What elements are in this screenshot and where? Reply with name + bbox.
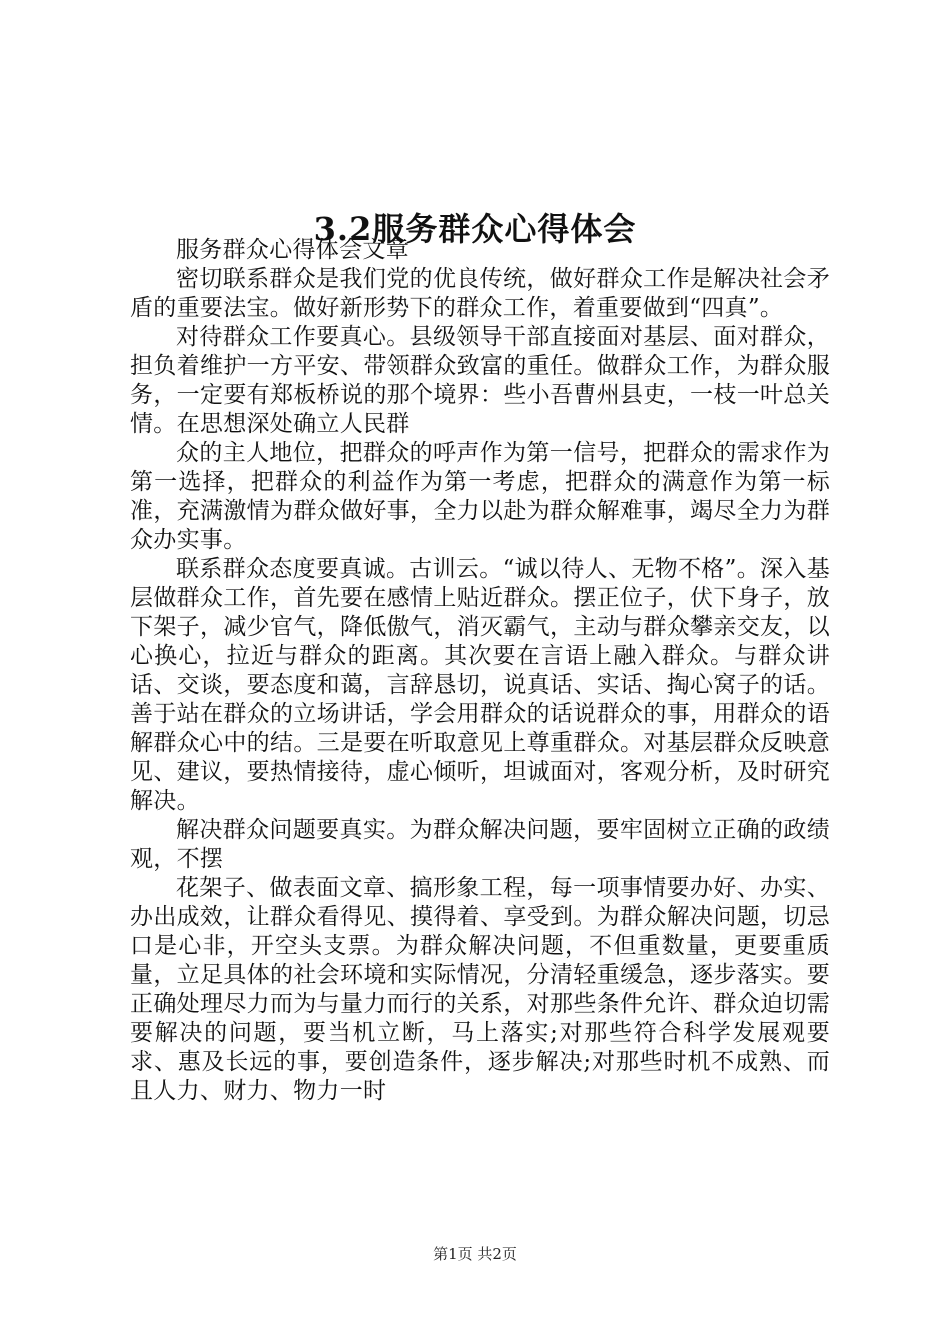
paragraph: 对待群众工作要真心。县级领导干部直接面对基层、面对群众，担负着维护一方平安、带领群众致富的重任。做群众工作，为群众服务，一定要有郑板桥说的那个境界：些小吾曹州县吏，一枝一叶总关情。在思想深处确立人民群 [130, 324, 830, 437]
page-footer: 第1页 共2页 [433, 1245, 517, 1263]
paragraph: 解决群众问题要真实。为群众解决问题，要牢固树立正确的政绩观，不摆 [130, 817, 830, 872]
document-body [130, 236, 830, 1106]
paragraph: 服务群众心得体会文章 [176, 237, 409, 263]
paragraph: 密切联系群众是我们党的优良传统，做好群众工作是解决社会矛盾的重要法宝。做好新形势下的群众工作，着重要做到“四真”。 [130, 266, 830, 321]
paragraph: 花架子、做表面文章、搞形象工程，每一项事情要办好、办实、办出成效，让群众看得见、摸得着、享受到。为群众解决问题，切忌口是心非，开空头支票。为群众解决问题，不但重数量，更要重质量，立足具体的社会环境和实际情况，分清轻重缓急，逐步落实。要正确处理尽力而为与量力而行的关系，对那些条件允许、群众迫切需要解决的问题，要当机立断，马上落实;对那些符合科学发展观要求、惠及长远的事，要创造条件，逐步解决;对那些时机不成熟、而且人力、财力、物力一时 [130, 875, 830, 1104]
paragraph: 联系群众态度要真诚。古训云。“诚以待人、无物不格”。深入基层做群众工作，首先要在感情上贴近群众。摆正位子，伏下身子，放下架子，减少官气，降低傲气，消灭霸气，主动与群众攀亲交友，以心换心，拉近与群众的距离。其次要在言语上融入群众。与群众讲话、交谈，要态度和蔼，言辞恳切，说真话、实话、掏心窝子的话。善于站在群众的立场讲话，学会用群众的话说群众的事，用群众的语解群众心中的结。三是要在听取意见上尊重群众。对基层群众反映意见、建议，要热情接待，虚心倾听，坦诚面对，客观分析，及时研究解决。 [130, 556, 830, 814]
paragraph: 众的主人地位，把群众的呼声作为第一信号，把群众的需求作为第一选择，把群众的利益作为第一考虑，把群众的满意作为第一标准，充满激情为群众做好事，全力以赴为群众解难事，竭尽全力为群众办实事。 [130, 440, 830, 553]
document-title: 3.2服务群众心得体会 [313, 210, 637, 249]
